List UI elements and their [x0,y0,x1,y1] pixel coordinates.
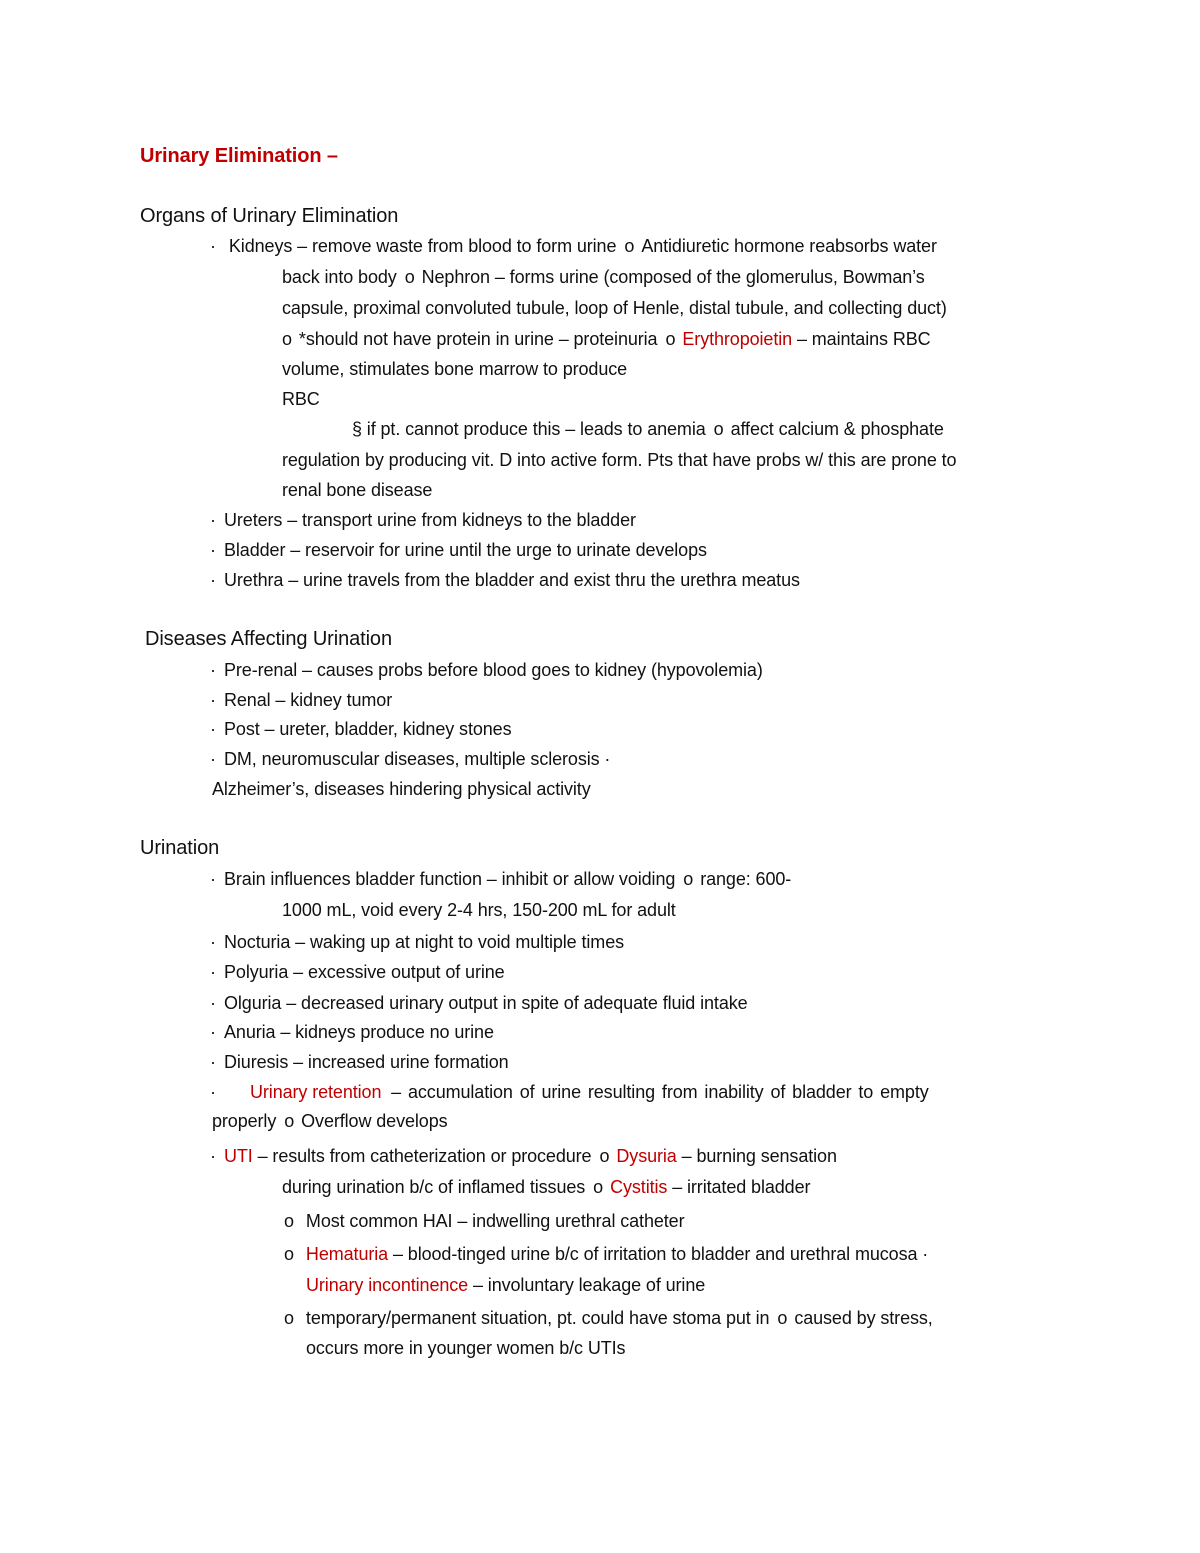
temp-text: temporary/permanent situation, pt. could have stoma put in [305,1308,770,1328]
disease-text: Renal – kidney tumor [224,690,393,710]
disease-item [210,659,763,681]
hematuria-term: Hematuria [305,1244,389,1264]
sub-bullet: o [282,329,292,349]
bullet: · [210,510,216,530]
hematuria-line [284,1243,928,1265]
hai-text: Most common HAI – indwelling urethral catheter [305,1211,685,1231]
sub-bullet: o [599,1146,610,1166]
bullet: · [210,1082,216,1102]
uti-line-2 [282,1176,810,1198]
organs-heading: Organs of Urinary Elimination [140,205,399,227]
uti-term: UTI [224,1146,253,1166]
dysuria-term: Dysuria [616,1146,677,1166]
sub-bullet: o [713,419,724,439]
kidneys-line-1 [210,235,937,257]
bullet: · [210,869,216,889]
sub-bullet: o [284,1111,295,1131]
kidneys-line-5: volume, stimulates bone marrow to produce [282,359,628,379]
kidneys-line-6: RBC [282,389,320,409]
brain-text: Brain influences bladder function – inhibit or allow voiding [224,869,676,889]
urination-item [210,961,505,983]
disease-continuation: Alzheimer’s, diseases hindering physical activity [212,779,591,799]
protein-text: *should not have protein in urine – proteinuria [298,329,658,349]
bullet: · [210,690,216,710]
retention-line-1 [210,1081,929,1103]
urination-text: Anuria – kidneys produce no urine [224,1022,494,1042]
stress-text: caused by stress, [794,1308,933,1328]
bullet: · [210,1146,216,1166]
disease-text: DM, neuromuscular diseases, multiple sclerosis · [224,749,611,769]
bullet: · [210,962,216,982]
sub-bullet: o [284,1308,294,1328]
inflamed-text: during urination b/c of inflamed tissues [282,1177,586,1197]
brain-line-1 [210,868,791,890]
brain-line-2: 1000 mL, void every 2-4 hrs, 150-200 mL for adult [282,900,676,920]
retention-line-2 [212,1110,448,1132]
erythropoietin-term: Erythropoietin [682,329,793,349]
urination-item [210,931,624,953]
calcium-text: affect calcium & phosphate [730,419,944,439]
bullet: · [210,660,216,680]
sub-bullet: o [624,236,635,256]
diseases-heading: Diseases Affecting Urination [145,628,392,650]
kidneys-line-4 [282,328,931,350]
kidneys-line-7 [352,418,944,440]
urination-text: Olguria – decreased urinary output in spite of adequate fluid intake [224,993,748,1013]
uti-def: – results from catheterization or procedure [257,1146,592,1166]
bullet: · [210,993,216,1013]
range-text: range: 600- [700,869,792,889]
kidneys-line-9: renal bone disease [282,480,433,500]
back-into-body-text: back into body [282,267,397,287]
disease-item [210,718,511,740]
sub-bullet: o [404,267,415,287]
incontinence-term: Urinary incontinence [306,1275,469,1295]
sub-bullet: o [593,1177,604,1197]
kidneys-line-2 [282,266,925,288]
incontinence-line [306,1274,705,1296]
ureters-text: Ureters – transport urine from kidneys to the bladder [224,510,636,530]
kidneys-line-3: capsule, proximal convoluted tubule, loop of Henle, distal tubule, and collecting duct) [282,298,947,318]
uti-line-1 [210,1145,837,1167]
urination-text: Polyuria – excessive output of urine [224,962,505,982]
bullet: · [210,749,216,769]
temp-line-1 [284,1307,933,1329]
kidneys-line-8: regulation by producing vit. D into active form. Pts that have probs w/ this are prone to [282,450,957,470]
cystitis-def: – irritated bladder [672,1177,811,1197]
properly-text: properly [212,1111,277,1131]
bladder-item [210,539,707,561]
anemia-text: § if pt. cannot produce this – leads to anemia [352,419,706,439]
sub-bullet: o [665,329,676,349]
hai-line [284,1210,685,1232]
incontinence-def: – involuntary leakage of urine [473,1275,706,1295]
disease-text: Pre-renal – causes probs before blood goes to kidney (hypovolemia) [224,660,763,680]
urination-text: Diuresis – increased urine formation [224,1052,509,1072]
bullet: · [210,1052,216,1072]
urination-heading: Urination [140,837,220,859]
bullet: · [210,719,216,739]
overflow-text: Overflow develops [301,1111,448,1131]
sub-bullet: o [683,869,694,889]
urethra-item [210,569,800,591]
retention-def: – accumulation of urine resulting from inability of bladder to empty [391,1082,929,1102]
disease-text: Post – ureter, bladder, kidney stones [224,719,512,739]
bullet: · [210,236,216,256]
bullet: · [210,1022,216,1042]
retention-term: Urinary retention [250,1082,382,1102]
temp-line-2: occurs more in younger women b/c UTIs [306,1338,626,1358]
erythropoietin-def: – maintains RBC [796,329,931,349]
bullet: · [210,540,216,560]
bullet: · [210,570,216,590]
bladder-text: Bladder – reservoir for urine until the urge to urinate develops [224,540,707,560]
nephron-text: Nephron – forms urine (composed of the glomerulus, Bowman’s [421,267,925,287]
kidneys-text: Kidneys – remove waste from blood to form urine [228,236,617,256]
cystitis-term: Cystitis [610,1177,668,1197]
urination-text: Nocturia – waking up at night to void multiple times [224,932,625,952]
adh-text: Antidiuretic hormone reabsorbs water [641,236,937,256]
hematuria-def: – blood-tinged urine b/c of irritation to bladder and urethral mucosa · [392,1244,929,1264]
disease-item [210,748,610,770]
urination-item [210,1021,494,1043]
page-title: Urinary Elimination – [140,145,338,167]
sub-bullet: o [777,1308,788,1328]
bullet: · [210,932,216,952]
urethra-text: Urethra – urine travels from the bladder and exist thru the urethra meatus [224,570,800,590]
disease-item [210,689,392,711]
urination-item [210,992,748,1014]
dysuria-def: – burning sensation [681,1146,837,1166]
sub-bullet: o [284,1211,294,1231]
sub-bullet: o [284,1244,294,1264]
ureters-item [210,509,636,531]
urination-item [210,1051,509,1073]
